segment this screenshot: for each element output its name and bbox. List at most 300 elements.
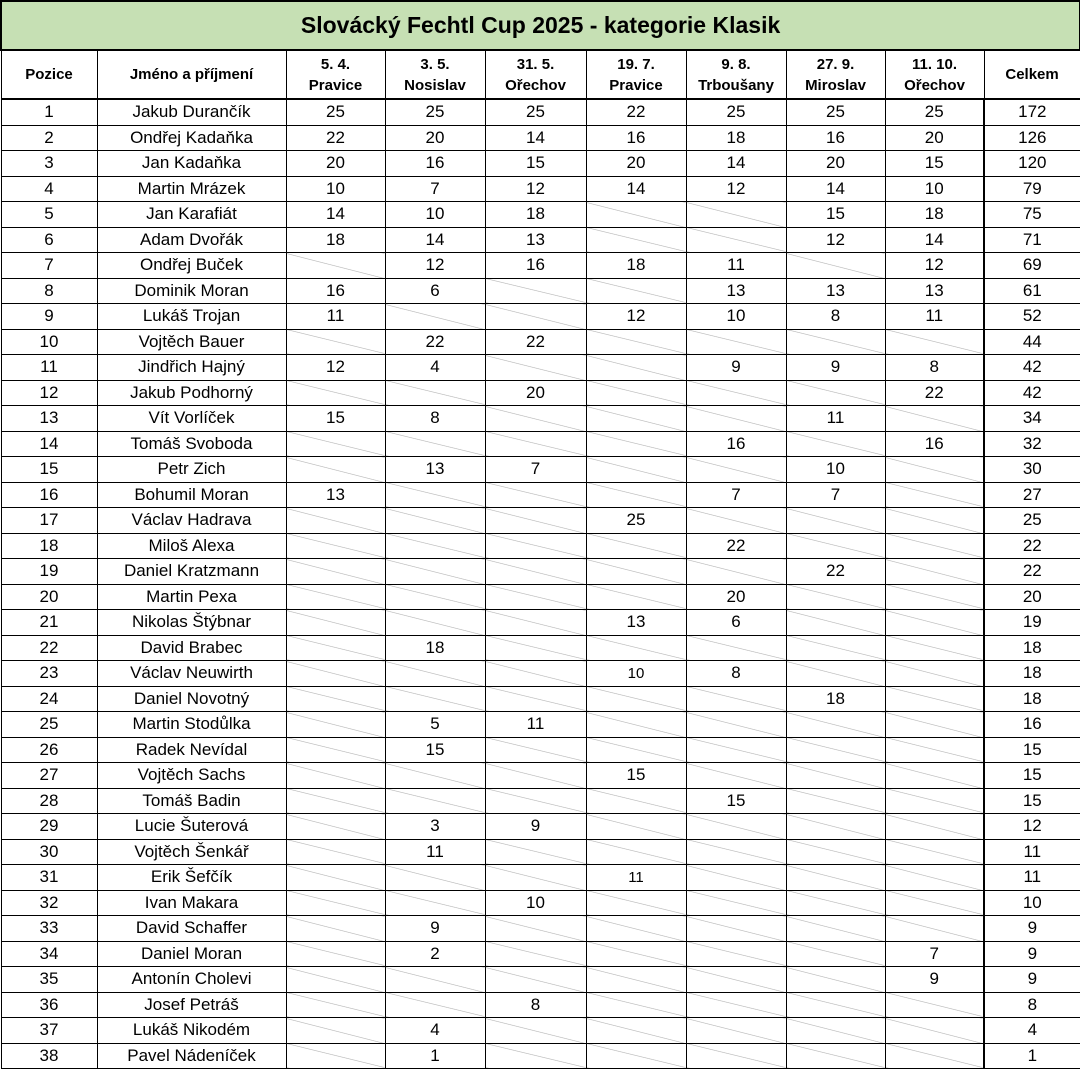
total-cell: 44	[984, 329, 1080, 355]
position-cell: 19	[1, 559, 97, 585]
table-row	[1, 125, 1080, 151]
position-cell: 24	[1, 686, 97, 712]
empty-score-cell	[485, 916, 586, 942]
total-cell: 15	[984, 763, 1080, 789]
total-cell: 15	[984, 788, 1080, 814]
name-cell: Jan Karafiát	[97, 202, 286, 228]
score-cell: 22	[485, 329, 586, 355]
empty-score-cell	[686, 916, 786, 942]
name-cell: Vojtěch Šenkář	[97, 839, 286, 865]
empty-score-cell	[286, 1018, 385, 1044]
name-cell: Martin Stodůlka	[97, 712, 286, 738]
score-cell: 10	[885, 176, 984, 202]
score-cell: 7	[786, 482, 885, 508]
table-row	[1, 151, 1080, 177]
score-cell: 9	[485, 814, 586, 840]
score-cell: 9	[786, 355, 885, 381]
table-row	[1, 610, 1080, 636]
empty-score-cell	[686, 1018, 786, 1044]
score-cell: 10	[686, 304, 786, 330]
score-cell: 20	[586, 151, 686, 177]
empty-score-cell	[686, 686, 786, 712]
empty-score-cell	[686, 839, 786, 865]
empty-score-cell	[385, 967, 485, 993]
empty-score-cell	[786, 865, 885, 891]
header-event: 9. 8. Trboušany	[686, 50, 786, 99]
empty-score-cell	[586, 788, 686, 814]
total-cell: 12	[984, 814, 1080, 840]
score-cell: 13	[885, 278, 984, 304]
score-cell: 15	[385, 737, 485, 763]
empty-score-cell	[686, 865, 786, 891]
empty-score-cell	[786, 839, 885, 865]
empty-score-cell	[686, 380, 786, 406]
position-cell: 13	[1, 406, 97, 432]
empty-score-cell	[485, 304, 586, 330]
score-cell: 22	[286, 125, 385, 151]
name-cell: Adam Dvořák	[97, 227, 286, 253]
empty-score-cell	[885, 457, 984, 483]
score-cell: 18	[385, 635, 485, 661]
empty-score-cell	[485, 635, 586, 661]
score-cell: 4	[385, 1018, 485, 1044]
empty-score-cell	[586, 967, 686, 993]
empty-score-cell	[686, 227, 786, 253]
empty-score-cell	[786, 737, 885, 763]
position-cell: 25	[1, 712, 97, 738]
empty-score-cell	[686, 559, 786, 585]
table-row	[1, 686, 1080, 712]
table-row	[1, 176, 1080, 202]
table-row	[1, 814, 1080, 840]
empty-score-cell	[586, 737, 686, 763]
position-cell: 8	[1, 278, 97, 304]
empty-score-cell	[286, 508, 385, 534]
position-cell: 11	[1, 355, 97, 381]
name-cell: Jakub Podhorný	[97, 380, 286, 406]
table-row	[1, 99, 1080, 125]
empty-score-cell	[885, 712, 984, 738]
score-cell: 2	[385, 941, 485, 967]
score-cell: 10	[385, 202, 485, 228]
score-cell: 10	[485, 890, 586, 916]
score-cell: 12	[786, 227, 885, 253]
empty-score-cell	[586, 839, 686, 865]
total-cell: 1	[984, 1043, 1080, 1069]
table-row	[1, 406, 1080, 432]
header-event: 3. 5. Nosislav	[385, 50, 485, 99]
empty-score-cell	[786, 635, 885, 661]
score-cell: 11	[686, 253, 786, 279]
position-cell: 29	[1, 814, 97, 840]
empty-score-cell	[385, 610, 485, 636]
empty-score-cell	[885, 737, 984, 763]
total-cell: 75	[984, 202, 1080, 228]
score-cell: 14	[385, 227, 485, 253]
empty-score-cell	[485, 967, 586, 993]
score-cell: 18	[586, 253, 686, 279]
empty-score-cell	[485, 278, 586, 304]
empty-score-cell	[286, 253, 385, 279]
score-cell: 16	[485, 253, 586, 279]
total-cell: 172	[984, 99, 1080, 125]
name-cell: Erik Šefčík	[97, 865, 286, 891]
name-cell: Tomáš Badin	[97, 788, 286, 814]
score-cell: 5	[385, 712, 485, 738]
table-row	[1, 1043, 1080, 1069]
score-cell: 10	[786, 457, 885, 483]
empty-score-cell	[586, 635, 686, 661]
empty-score-cell	[786, 890, 885, 916]
score-cell: 22	[586, 99, 686, 125]
position-cell: 28	[1, 788, 97, 814]
total-cell: 42	[984, 380, 1080, 406]
empty-score-cell	[485, 788, 586, 814]
table-row	[1, 355, 1080, 381]
empty-score-cell	[786, 941, 885, 967]
table-row	[1, 329, 1080, 355]
position-cell: 7	[1, 253, 97, 279]
empty-score-cell	[686, 508, 786, 534]
score-cell: 8	[885, 355, 984, 381]
empty-score-cell	[786, 584, 885, 610]
empty-score-cell	[586, 482, 686, 508]
name-cell: Petr Zich	[97, 457, 286, 483]
empty-score-cell	[885, 1043, 984, 1069]
position-cell: 23	[1, 661, 97, 687]
position-cell: 10	[1, 329, 97, 355]
name-cell: Radek Nevídal	[97, 737, 286, 763]
empty-score-cell	[786, 763, 885, 789]
empty-score-cell	[286, 635, 385, 661]
score-cell: 11	[885, 304, 984, 330]
empty-score-cell	[286, 763, 385, 789]
total-cell: 15	[984, 737, 1080, 763]
empty-score-cell	[485, 431, 586, 457]
score-cell: 14	[686, 151, 786, 177]
score-cell: 4	[385, 355, 485, 381]
score-cell: 13	[586, 610, 686, 636]
empty-score-cell	[385, 890, 485, 916]
empty-score-cell	[885, 635, 984, 661]
total-cell: 34	[984, 406, 1080, 432]
empty-score-cell	[286, 610, 385, 636]
table-row	[1, 304, 1080, 330]
empty-score-cell	[586, 1043, 686, 1069]
empty-score-cell	[286, 737, 385, 763]
score-cell: 8	[485, 992, 586, 1018]
total-cell: 19	[984, 610, 1080, 636]
total-cell: 52	[984, 304, 1080, 330]
score-cell: 18	[786, 686, 885, 712]
score-cell: 18	[686, 125, 786, 151]
empty-score-cell	[686, 202, 786, 228]
empty-score-cell	[385, 661, 485, 687]
header-event: 19. 7. Pravice	[586, 50, 686, 99]
empty-score-cell	[686, 712, 786, 738]
position-cell: 1	[1, 99, 97, 125]
header-position: Pozice	[1, 50, 97, 99]
name-cell: Václav Neuwirth	[97, 661, 286, 687]
total-cell: 11	[984, 865, 1080, 891]
name-cell: Martin Mrázek	[97, 176, 286, 202]
total-cell: 8	[984, 992, 1080, 1018]
empty-score-cell	[485, 559, 586, 585]
empty-score-cell	[885, 329, 984, 355]
empty-score-cell	[885, 686, 984, 712]
empty-score-cell	[686, 890, 786, 916]
position-cell: 17	[1, 508, 97, 534]
empty-score-cell	[485, 482, 586, 508]
empty-score-cell	[686, 814, 786, 840]
total-cell: 32	[984, 431, 1080, 457]
score-cell: 11	[286, 304, 385, 330]
empty-score-cell	[385, 763, 485, 789]
position-cell: 38	[1, 1043, 97, 1069]
empty-score-cell	[885, 788, 984, 814]
empty-score-cell	[586, 406, 686, 432]
position-cell: 18	[1, 533, 97, 559]
score-cell: 16	[286, 278, 385, 304]
header-event: 5. 4. Pravice	[286, 50, 385, 99]
table-row	[1, 635, 1080, 661]
empty-score-cell	[586, 329, 686, 355]
table-row	[1, 380, 1080, 406]
empty-score-cell	[586, 1018, 686, 1044]
name-cell: Antonín Cholevi	[97, 967, 286, 993]
score-cell: 25	[485, 99, 586, 125]
total-cell: 18	[984, 686, 1080, 712]
total-cell: 71	[984, 227, 1080, 253]
table-row	[1, 431, 1080, 457]
position-cell: 31	[1, 865, 97, 891]
total-cell: 10	[984, 890, 1080, 916]
empty-score-cell	[485, 941, 586, 967]
empty-score-cell	[586, 533, 686, 559]
empty-score-cell	[885, 533, 984, 559]
score-cell: 15	[686, 788, 786, 814]
empty-score-cell	[385, 508, 485, 534]
name-cell: Ondřej Buček	[97, 253, 286, 279]
table-row	[1, 584, 1080, 610]
name-cell: Lukáš Nikodém	[97, 1018, 286, 1044]
empty-score-cell	[385, 686, 485, 712]
empty-score-cell	[485, 1043, 586, 1069]
empty-score-cell	[385, 584, 485, 610]
empty-score-cell	[586, 202, 686, 228]
empty-score-cell	[286, 584, 385, 610]
empty-score-cell	[786, 329, 885, 355]
empty-score-cell	[686, 992, 786, 1018]
score-cell: 20	[885, 125, 984, 151]
score-cell: 14	[586, 176, 686, 202]
empty-score-cell	[286, 712, 385, 738]
empty-score-cell	[786, 661, 885, 687]
score-cell: 16	[885, 431, 984, 457]
score-cell: 11	[786, 406, 885, 432]
total-cell: 42	[984, 355, 1080, 381]
total-cell: 30	[984, 457, 1080, 483]
score-cell: 10	[586, 661, 686, 687]
score-cell: 6	[385, 278, 485, 304]
position-cell: 22	[1, 635, 97, 661]
empty-score-cell	[885, 406, 984, 432]
total-cell: 22	[984, 533, 1080, 559]
table-row	[1, 253, 1080, 279]
empty-score-cell	[586, 890, 686, 916]
position-cell: 32	[1, 890, 97, 916]
empty-score-cell	[786, 712, 885, 738]
name-cell: Vojtěch Sachs	[97, 763, 286, 789]
empty-score-cell	[885, 814, 984, 840]
score-cell: 12	[286, 355, 385, 381]
table-row	[1, 839, 1080, 865]
position-cell: 27	[1, 763, 97, 789]
empty-score-cell	[286, 992, 385, 1018]
empty-score-cell	[286, 431, 385, 457]
empty-score-cell	[786, 788, 885, 814]
empty-score-cell	[586, 227, 686, 253]
score-cell: 12	[586, 304, 686, 330]
table-row	[1, 559, 1080, 585]
empty-score-cell	[885, 661, 984, 687]
score-cell: 13	[385, 457, 485, 483]
total-cell: 22	[984, 559, 1080, 585]
empty-score-cell	[586, 431, 686, 457]
header-event: 31. 5. Ořechov	[485, 50, 586, 99]
empty-score-cell	[586, 686, 686, 712]
score-cell: 18	[885, 202, 984, 228]
header-event: 11. 10. Ořechov	[885, 50, 984, 99]
score-cell: 13	[286, 482, 385, 508]
score-cell: 16	[686, 431, 786, 457]
empty-score-cell	[586, 916, 686, 942]
score-cell: 20	[686, 584, 786, 610]
name-cell: Jan Kadaňka	[97, 151, 286, 177]
name-cell: David Brabec	[97, 635, 286, 661]
name-cell: Daniel Novotný	[97, 686, 286, 712]
score-cell: 16	[586, 125, 686, 151]
name-cell: Martin Pexa	[97, 584, 286, 610]
score-cell: 15	[485, 151, 586, 177]
empty-score-cell	[686, 635, 786, 661]
empty-score-cell	[485, 1018, 586, 1044]
total-cell: 27	[984, 482, 1080, 508]
table-row	[1, 278, 1080, 304]
empty-score-cell	[286, 967, 385, 993]
total-cell: 25	[984, 508, 1080, 534]
total-cell: 11	[984, 839, 1080, 865]
empty-score-cell	[786, 1018, 885, 1044]
score-cell: 25	[786, 99, 885, 125]
score-cell: 16	[786, 125, 885, 151]
empty-score-cell	[885, 610, 984, 636]
empty-score-cell	[485, 533, 586, 559]
score-cell: 18	[286, 227, 385, 253]
score-cell: 8	[385, 406, 485, 432]
empty-score-cell	[885, 584, 984, 610]
empty-score-cell	[686, 941, 786, 967]
total-cell: 18	[984, 635, 1080, 661]
total-cell: 69	[984, 253, 1080, 279]
empty-score-cell	[385, 533, 485, 559]
empty-score-cell	[286, 380, 385, 406]
position-cell: 37	[1, 1018, 97, 1044]
score-cell: 3	[385, 814, 485, 840]
empty-score-cell	[786, 431, 885, 457]
name-cell: Daniel Kratzmann	[97, 559, 286, 585]
empty-score-cell	[286, 788, 385, 814]
empty-score-cell	[485, 661, 586, 687]
empty-score-cell	[286, 916, 385, 942]
empty-score-cell	[586, 814, 686, 840]
empty-score-cell	[786, 610, 885, 636]
empty-score-cell	[786, 380, 885, 406]
empty-score-cell	[786, 253, 885, 279]
name-cell: Dominik Moran	[97, 278, 286, 304]
empty-score-cell	[686, 967, 786, 993]
table-row	[1, 890, 1080, 916]
empty-score-cell	[686, 406, 786, 432]
name-cell: Ondřej Kadaňka	[97, 125, 286, 151]
score-cell: 14	[286, 202, 385, 228]
score-cell: 20	[385, 125, 485, 151]
position-cell: 16	[1, 482, 97, 508]
position-cell: 2	[1, 125, 97, 151]
position-cell: 12	[1, 380, 97, 406]
table-row	[1, 1018, 1080, 1044]
score-cell: 22	[686, 533, 786, 559]
empty-score-cell	[586, 712, 686, 738]
empty-score-cell	[286, 865, 385, 891]
score-cell: 12	[885, 253, 984, 279]
empty-score-cell	[586, 941, 686, 967]
score-cell: 25	[286, 99, 385, 125]
score-cell: 11	[485, 712, 586, 738]
score-cell: 12	[686, 176, 786, 202]
table-row	[1, 865, 1080, 891]
score-cell: 8	[686, 661, 786, 687]
empty-score-cell	[686, 1043, 786, 1069]
position-cell: 30	[1, 839, 97, 865]
score-cell: 1	[385, 1043, 485, 1069]
empty-score-cell	[385, 559, 485, 585]
position-cell: 21	[1, 610, 97, 636]
empty-score-cell	[385, 992, 485, 1018]
position-cell: 34	[1, 941, 97, 967]
empty-score-cell	[885, 482, 984, 508]
table-row	[1, 661, 1080, 687]
empty-score-cell	[885, 508, 984, 534]
results-body	[1, 99, 1080, 1069]
empty-score-cell	[485, 610, 586, 636]
table-row	[1, 227, 1080, 253]
score-cell: 22	[385, 329, 485, 355]
empty-score-cell	[686, 763, 786, 789]
empty-score-cell	[385, 788, 485, 814]
total-cell: 4	[984, 1018, 1080, 1044]
empty-score-cell	[286, 839, 385, 865]
empty-score-cell	[385, 865, 485, 891]
empty-score-cell	[286, 559, 385, 585]
score-cell: 7	[485, 457, 586, 483]
name-cell: Vít Vorlíček	[97, 406, 286, 432]
empty-score-cell	[786, 1043, 885, 1069]
empty-score-cell	[385, 482, 485, 508]
empty-score-cell	[286, 814, 385, 840]
empty-score-cell	[286, 941, 385, 967]
empty-score-cell	[485, 355, 586, 381]
